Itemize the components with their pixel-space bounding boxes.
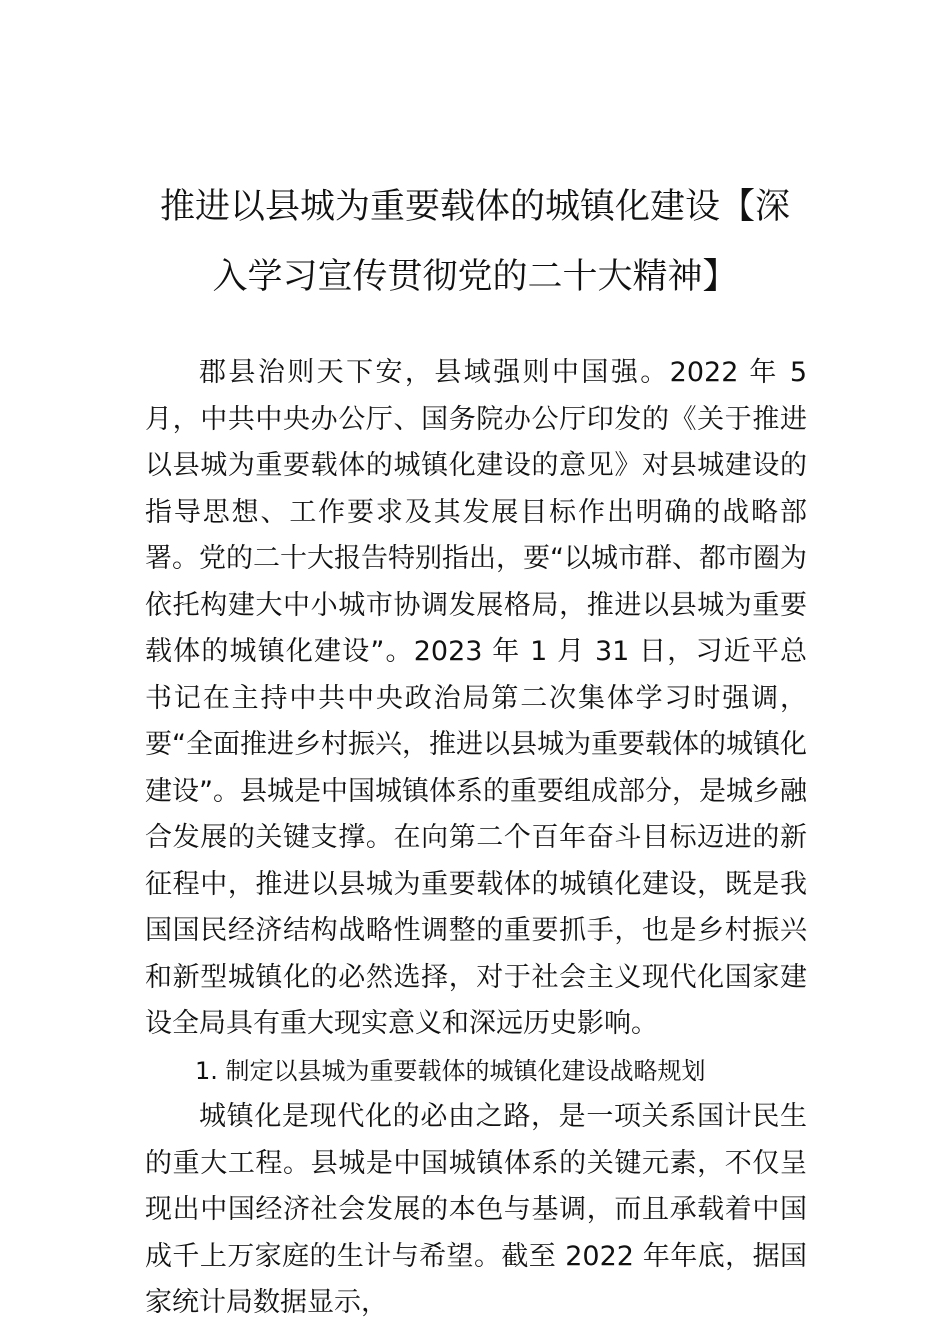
title-line-2: 入学习宣传贯彻党的二十大精神】 <box>212 257 738 297</box>
title-line-1: 推进以县城为重要载体的城镇化建设【深 <box>159 187 790 227</box>
document-title <box>145 172 805 312</box>
intro-paragraph: 郡县治则天下安，县域强则中国强。2022 年 5 月，中共中央办公厅、国务院办公厅印发的《关于推进以县城为重要载体的城镇化建设的意见》对县城建设的指导思想、工作要求及其发展目标作出明确的战略部署。党的二十大报告特别指出，要“以城市群、都市圈为依托构建大中小城市协调发展格局，推进以县城为重要载体的城镇化建设”。2023 年 1 月 31 日，习近平总书记在主持中共中央政治局第二次集体学习时强调，要“全面推进乡村振兴，推进以县城为重要载体的城镇化建设”。县城是中国城镇体系的重要组成部分，是城乡融合发展的关键支撑。在向第二个百年奋斗目标迈进的新征程中，推进以县城为重要载体的城镇化建设，既是我国国民经济结构战略性调整的重要抓手，也是乡村振兴和新型城镇化的必然选择，对于社会主义现代化国家建设全局具有重大现实意义和深远历史影响。 <box>145 357 807 1039</box>
document-body <box>145 350 807 1327</box>
section-paragraph: 城镇化是现代化的必由之路，是一项关系国计民生的重大工程。县城是中国城镇体系的关键元素，不仅呈现出中国经济社会发展的本色与基调，而且承载着中国成千上万家庭的生计与希望。截至 2022 年年底，据国家统计局数据显示， <box>145 1101 807 1318</box>
section-heading: 1. 制定以县城为重要载体的城镇化建设战略规划 <box>195 1056 706 1085</box>
